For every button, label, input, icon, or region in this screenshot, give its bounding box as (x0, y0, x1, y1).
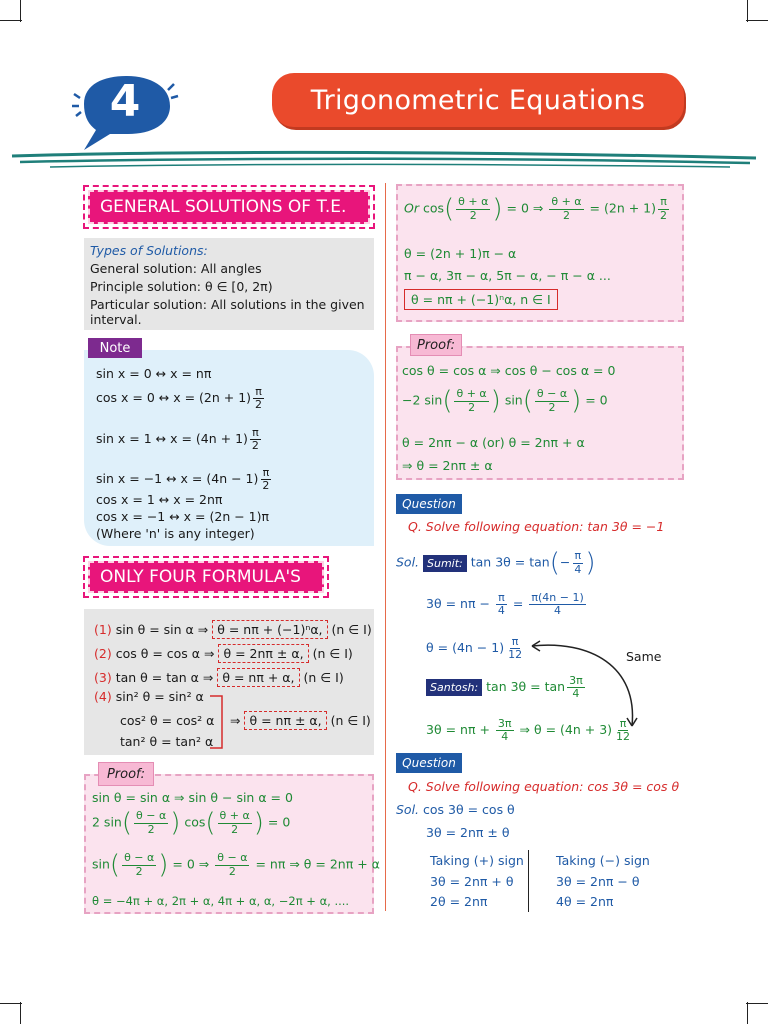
right-top-line-2: θ = (2n + 1)π − α (404, 246, 517, 261)
implies-symbol: ⇒ (230, 713, 241, 728)
four-formulas-heading (88, 561, 324, 593)
expr: −2 sin (402, 392, 443, 408)
expr: = 0 ⇒ (172, 856, 210, 872)
formula-4-tan: tan² θ = tan² α (120, 734, 214, 749)
frac-num: π(4n − 1) (531, 591, 584, 604)
crop-mark (20, 1002, 21, 1024)
frac-den: 2 (548, 400, 556, 414)
sol-1-line-4 (426, 675, 587, 700)
expr: tan 3θ = tan (486, 679, 566, 695)
expr: = (2n + 1) (589, 200, 656, 216)
crop-mark (0, 1003, 22, 1004)
expr: cos 3θ = cos θ (423, 802, 515, 817)
frac-num: θ + α (458, 195, 489, 209)
expr: = 0 ⇒ (506, 200, 544, 216)
note-line-4 (96, 467, 273, 492)
formula-number: (4) (94, 689, 112, 704)
sol-label: Sol. (396, 802, 420, 817)
expr: = 0 (585, 392, 608, 408)
question-1: Q. Solve following equation: tan 3θ = −1 (408, 519, 665, 534)
crop-mark (747, 0, 748, 22)
plus-case-line-2: 2θ = 2nπ (430, 894, 488, 909)
plus-case-line-1: 3θ = 2nπ + θ (430, 874, 514, 889)
four-formulas-heading-text: ONLY FOUR FORMULA'S (100, 567, 301, 587)
crop-mark (747, 1002, 748, 1024)
frac-num: π (498, 591, 505, 604)
frac-num: θ − α (124, 851, 155, 865)
expr: 3θ = nπ − (426, 596, 490, 612)
sol-1-line-3 (426, 636, 526, 661)
title-banner (272, 73, 684, 127)
frac-den: 2 (147, 822, 155, 836)
frac-num: θ + α (551, 195, 582, 209)
expr: cos (422, 200, 445, 216)
frac-num: θ + α (456, 387, 487, 401)
note-line-4-text: sin x = −1 ↔ x = (4n − 1) (96, 471, 259, 487)
formula-number: (3) (94, 670, 112, 685)
formula-number: (1) (94, 622, 112, 637)
formula-number: (2) (94, 646, 112, 661)
crop-mark (746, 1003, 768, 1004)
expr: θ = (4n − 1) (426, 640, 505, 656)
formula-lhs: cos θ = cos α ⇒ (115, 646, 215, 661)
note-line-7: (Where 'n' is any integer) (96, 526, 255, 541)
expr: 3θ = nπ + (426, 722, 490, 738)
formula-1 (94, 622, 372, 637)
left-proof-line-2: 2 sin( $\frac{\theta - \alpha}{2}$ ) cos( $\frac{\theta + \alpha}{2}$ ) = 0 (92, 808, 291, 838)
expr: ⇒ θ = (4n + 3) (519, 722, 613, 738)
left-proof-line-4: θ = −4π + α, 2π + α, 4π + α, α, −2π + α, .... (92, 894, 350, 908)
right-proof-line-2: −2 sin( $\frac{\theta + \alpha}{2}$ ) sin( $\frac{\theta - \alpha}{2}$ ) = 0 (402, 386, 608, 416)
sol-2-line-2: 3θ = 2nπ ± θ (426, 825, 510, 840)
frac-num: π (619, 717, 627, 730)
frac-den: 4 (572, 687, 580, 701)
frac-den: 2 (468, 400, 476, 414)
expr: − (559, 554, 571, 570)
frac-den: 4 (554, 604, 562, 618)
frac-num: π (660, 195, 667, 209)
chapter-badge (70, 72, 180, 152)
frac-num: 3π (497, 717, 512, 730)
crop-mark (20, 0, 21, 22)
expr: sin (504, 392, 523, 408)
note-line-6: cos x = −1 ↔ x = (2n − 1)π (96, 509, 270, 524)
frac-den: 12 (508, 648, 523, 662)
frac-den: 12 (616, 730, 631, 744)
formula-lhs: sin² θ = sin² α (115, 689, 204, 704)
sol-2-line-1 (396, 802, 515, 817)
question-tag-1: Question (396, 494, 462, 514)
minus-case-heading: Taking (−) sign (556, 853, 650, 868)
general-solutions-heading-text: GENERAL SOLUTIONS OF T.E. (100, 197, 347, 217)
frac-num: 3π (569, 674, 583, 687)
frac-den: 2 (255, 398, 263, 412)
question-2: Q. Solve following equation: cos 3θ = cos θ (408, 779, 680, 794)
formula-lhs: tan θ = tan α ⇒ (115, 670, 214, 685)
formula-4-result (230, 713, 371, 728)
left-proof-line-3: sin( $\frac{\theta - \alpha}{2}$ ) = 0 ⇒ $\frac{\theta - \alpha}{2}$ = nπ ⇒ θ = 2nπ + α (92, 850, 380, 880)
types-particular-1: Particular solution: All solutions in the given (90, 297, 365, 312)
frac-den: 2 (228, 864, 236, 878)
types-general: General solution: All angles (90, 261, 262, 276)
left-proof-line-1: sin θ = sin α ⇒ sin θ − sin α = 0 (92, 790, 293, 805)
frac-den: 2 (660, 208, 667, 222)
formula-result: θ = nπ + (−1)ⁿα, (212, 620, 327, 639)
right-proof-line-1: cos θ = cos α ⇒ cos θ − cos α = 0 (402, 363, 616, 378)
frac-den: 2 (135, 864, 143, 878)
frac-den: 2 (262, 479, 270, 493)
frac-den: 2 (469, 208, 477, 222)
crop-mark (746, 20, 768, 21)
expr: cos (184, 814, 206, 830)
frac-den: 2 (251, 439, 259, 453)
page-title: Trigonometric Equations (310, 84, 646, 116)
note-tag: Note (88, 338, 142, 358)
sol-1-line-2 (426, 592, 588, 617)
formula-domain: (n ∈ I) (330, 713, 371, 728)
frac-num: θ − α (536, 387, 568, 401)
frac-den: 2 (562, 208, 570, 222)
note-line-3 (96, 427, 263, 452)
frac-num: π (574, 549, 582, 563)
frac-num: π (252, 426, 259, 439)
formula-3 (94, 670, 344, 685)
frac-num: π (511, 635, 519, 648)
minus-case-line-2: 4θ = 2nπ (556, 894, 614, 909)
frac-num: θ + α (219, 809, 250, 823)
question-tag-2: Question (396, 753, 462, 773)
frac-den: 4 (501, 730, 509, 744)
note-line-2 (96, 386, 266, 411)
note-line-5: cos x = 1 ↔ x = 2nπ (96, 492, 223, 507)
chapter-number: 4 (109, 76, 141, 127)
right-top-line-1: Or cos( $\frac{\theta + \alpha}{2}$ ) = 0 ⇒ $\frac{\theta + \alpha}{2}$ = (2n + 1) $\frac{\pi}{2}$ (404, 194, 667, 224)
crop-mark (0, 20, 22, 21)
formula-lhs: sin θ = sin α ⇒ (115, 622, 209, 637)
expr: tan 3θ = tan (470, 554, 550, 570)
expr: 2 sin (92, 814, 122, 830)
right-top-line-3: π − α, 3π − α, 5π − α, − π − α ... (404, 268, 611, 283)
case-divider (528, 850, 529, 912)
result-box: θ = nπ + (−1)ⁿα, n ∈ I (404, 289, 558, 310)
frac-num: π (255, 385, 262, 398)
right-proof-line-4: ⇒ θ = 2nπ ± α (402, 458, 493, 473)
expr: = (512, 596, 524, 612)
note-line-3-text: sin x = 1 ↔ x = (4n + 1) (96, 431, 248, 447)
same-label: Same (626, 649, 662, 664)
frac-den: 4 (497, 604, 505, 618)
frac-den: 2 (231, 822, 239, 836)
sol-1-line-5 (426, 718, 634, 743)
right-proof-tag: Proof: (410, 334, 462, 356)
formula-result: θ = 2nπ ± α, (218, 644, 308, 663)
header-rule (10, 148, 758, 172)
types-particular-2: interval. (90, 312, 142, 327)
formula-domain: (n ∈ I) (331, 622, 372, 637)
sumit-tag: Sumit: (423, 555, 467, 572)
plus-case-heading: Taking (+) sign (430, 853, 524, 868)
or-label: Or (404, 200, 419, 216)
left-proof-tag: Proof: (98, 762, 154, 786)
santosh-tag: Santosh: (426, 679, 482, 696)
formula-4 (94, 689, 204, 704)
bracket-icon (208, 694, 228, 750)
formula-2 (94, 646, 353, 661)
right-top-line-4 (404, 292, 558, 307)
note-line-2-text: cos x = 0 ↔ x = (2n + 1) (96, 390, 252, 406)
minus-case-line-1: 3θ = 2nπ − θ (556, 874, 640, 889)
formula-domain: (n ∈ I) (312, 646, 353, 661)
sol-1-line-1: Sol. Sumit: tan 3θ = tan(− $\frac{\pi}{4}$ ) (396, 548, 596, 578)
expr: = nπ ⇒ θ = 2nπ + α (255, 856, 380, 872)
expr: = 0 (267, 814, 291, 830)
types-principle: Principle solution: θ ∈ [0, 2π) (90, 279, 273, 294)
formula-result: θ = nπ + α, (217, 668, 299, 687)
sol-label: Sol. (396, 554, 420, 570)
frac-num: θ − α (217, 851, 248, 865)
right-proof-line-3: θ = 2nπ − α (or) θ = 2nπ + α (402, 435, 585, 450)
frac-den: 4 (574, 562, 582, 576)
formula-domain: (n ∈ I) (303, 670, 344, 685)
expr: sin (92, 856, 110, 872)
column-divider (385, 183, 386, 911)
general-solutions-heading (88, 190, 370, 224)
frac-num: θ − α (136, 809, 167, 823)
formula-result: θ = nπ ± α, (244, 711, 326, 730)
formula-4-cos: cos² θ = cos² α (120, 713, 215, 728)
note-line-1: sin x = 0 ↔ x = nπ (96, 366, 212, 381)
types-title: Types of Solutions: (90, 243, 208, 258)
frac-num: π (262, 466, 270, 479)
